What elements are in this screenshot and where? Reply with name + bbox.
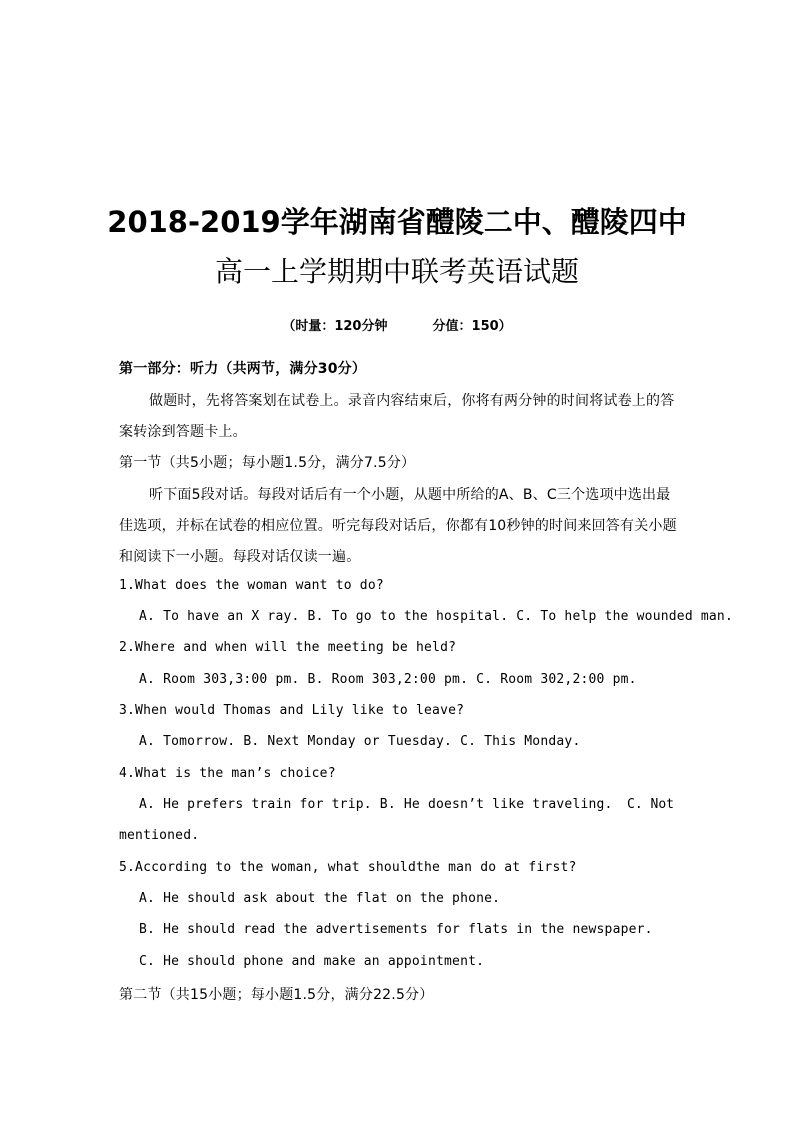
question-5-option-b: B. He should read the advertisements for flats in the newspaper. [139, 922, 653, 937]
score-info: 分值：150） [432, 319, 512, 334]
question-3-options: A. Tomorrow. B. Next Monday or Tuesday. C. This Monday. [139, 734, 581, 749]
part1-heading: 第一部分：听力（共两节，满分30分） [119, 361, 367, 377]
time-info: （时量：120分钟 [282, 319, 388, 334]
question-4-options: A. He prefers train for trip. B. He doesn’t like traveling. [139, 797, 613, 812]
section1-instruction-line3: 和阅读下一小题。每段对话仅读一遍。 [119, 549, 361, 565]
section2-heading: 第二节（共15小题；每小题1.5分，满分22.5分） [119, 987, 434, 1003]
document-title-line1: 2018-2019学年湖南省醴陵二中、醴陵四中 [107, 205, 687, 239]
section1-instruction-line1: 听下面5段对话。每段对话后有一个小题，从题中所给的A、B、C三个选项中选出最 [149, 487, 671, 503]
section1-heading: 第一节（共5小题；每小题1.5分，满分7.5分） [119, 455, 416, 471]
question-4: 4.What is the man’s choice? [119, 766, 336, 781]
question-2-options: A. Room 303,3:00 pm. B. Room 303,2:00 pm. C. Room 302,2:00 pm. [139, 672, 637, 687]
question-1: 1.What does the woman want to do? [119, 578, 384, 593]
question-5-option-a: A. He should ask about the flat on the phone. [139, 891, 501, 906]
exam-meta [0, 315, 794, 334]
question-2: 2.Where and when will the meeting be held? [119, 640, 457, 655]
part1-instruction-line1: 做题时，先将答案划在试卷上。录音内容结束后，你将有两分钟的时间将试卷上的答 [149, 393, 675, 409]
question-4-continuation: mentioned. [119, 828, 200, 843]
question-5-option-c: C. He should phone and make an appointment. [139, 954, 485, 969]
part1-instruction-line2: 案转涂到答题卡上。 [119, 424, 247, 440]
question-1-options: A. To have an X ray. B. To go to the hospital. C. To help the wounded man. [139, 609, 733, 624]
question-4-option-c: C. Not [627, 797, 674, 812]
document-title-line2: 高一上学期期中联考英语试题 [214, 255, 579, 288]
question-3: 3.When would Thomas and Lily like to leave? [119, 703, 465, 718]
question-5: 5.According to the woman, what shouldthe man do at first? [119, 860, 577, 875]
section1-instruction-line2: 佳选项，并标在试卷的相应位置。听完每段对话后，你都有10秒钟的时间来回答有关小题 [119, 518, 677, 534]
